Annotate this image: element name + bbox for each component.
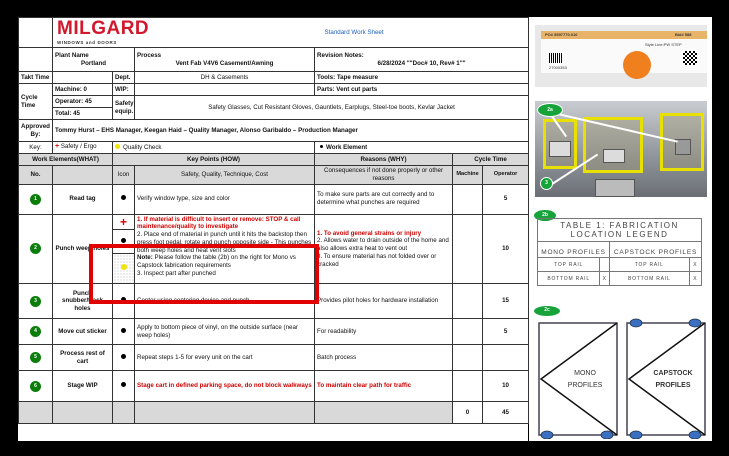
orange-dot-sticker	[623, 51, 651, 79]
location-dot-icon	[601, 431, 613, 439]
step-circle-icon: 1	[30, 194, 41, 205]
step-circle-icon: 5	[30, 352, 41, 363]
key-point-2: 2. Place end of material in punch until it hits the backstop then press foot pedal, rotate and punch opposite side - This punches both weep holes and heat vent slots	[137, 231, 312, 254]
total-machine: 0	[453, 402, 483, 424]
key-point: Apply to bottom piece of vinyl, on the outside surface (near weep holes)	[135, 319, 315, 345]
reason: To maintain clear path for traffic	[315, 371, 453, 402]
quality-dot-icon	[121, 264, 127, 270]
capstock-frame	[627, 323, 705, 435]
blank-cell	[19, 48, 53, 72]
badge-2b: 2b	[534, 210, 556, 221]
capstock-rail-label: TOP RAIL	[610, 258, 689, 272]
plant-name-value: Portland	[80, 59, 107, 67]
dept-value: DH & Casements	[135, 72, 315, 84]
icon-cell	[113, 345, 135, 371]
icon-cell	[113, 184, 135, 214]
totals-blank	[135, 402, 315, 424]
cut-tag-photo	[535, 25, 707, 87]
reason-3: 3. To ensure material has not folded over or cracked	[317, 252, 437, 268]
key-quality-text: Quality Check	[123, 143, 162, 151]
key-point: Stage cart in defined parking space, do not block walkways	[135, 371, 315, 402]
work-element: Stage WIP	[53, 371, 113, 402]
capstock-triangle	[629, 323, 705, 435]
fabrication-legend-table	[537, 218, 702, 286]
reason: Batch process	[315, 345, 453, 371]
mono-label-2: PROFILES	[567, 382, 603, 389]
totals-blank	[315, 402, 453, 424]
revision-label: Revision Notes:	[317, 51, 364, 59]
col-how: Key Points (HOW)	[113, 154, 315, 166]
revision-value: 6/28/2024 ""Doc# 10, Rev# 1""	[377, 59, 466, 67]
punch-station-photo	[535, 101, 707, 197]
icon-cell	[113, 214, 135, 230]
key-work-element	[315, 142, 529, 154]
step-number	[19, 345, 53, 371]
col-element-blank	[53, 166, 113, 185]
col-what: Work Elements(WHAT)	[19, 154, 113, 166]
safety-cross-icon: +	[55, 143, 60, 151]
total-operator: 45	[483, 402, 529, 424]
col-icon: Icon	[113, 166, 135, 185]
mono-label-1: MONO	[574, 370, 596, 377]
wip-label: WIP:	[113, 84, 135, 96]
mono-rail-value	[600, 258, 610, 272]
legend-title-line-2: LOCATION LEGEND	[570, 230, 669, 240]
col-operator: Operator	[483, 166, 529, 185]
plant-name-cell	[53, 48, 135, 72]
machine-time	[453, 184, 483, 214]
operator-time: Operator: 45	[53, 96, 113, 108]
mono-triangle	[541, 323, 617, 435]
totals-blank	[19, 402, 53, 424]
mono-frame	[539, 323, 617, 435]
takt-time-value	[53, 72, 113, 84]
table-row	[19, 371, 529, 402]
step-circle-icon: 6	[30, 381, 41, 392]
totals-blank	[113, 402, 135, 424]
mono-rail-value: X	[600, 272, 610, 286]
table-row	[19, 214, 529, 230]
standard-work-sheet	[18, 17, 528, 441]
capstock-label-1: CAPSTOCK	[653, 370, 693, 377]
badge-3: 3	[540, 177, 553, 190]
work-element-bullet-icon	[121, 195, 126, 200]
key-quality	[113, 142, 315, 154]
icon-cell	[113, 284, 135, 319]
icon-cell	[113, 254, 135, 284]
machine-time	[453, 284, 483, 319]
key-point-1: 1. If material is difficult to insert or remove: STOP & call maintenance/quality to investigate	[137, 215, 301, 231]
work-element: Move cut sticker	[53, 319, 113, 345]
work-element: Read tag	[53, 184, 113, 214]
table-row	[19, 184, 529, 214]
approved-by-label: Approved By:	[19, 120, 53, 142]
operator-time: 5	[483, 319, 529, 345]
capstock-rail-value: X	[689, 258, 701, 272]
col-why-sub: Consequences if not done properly or other reasons	[315, 166, 453, 185]
cycle-time-label: Cycle Time	[19, 84, 53, 120]
col-cycle-time: Cycle Time	[453, 154, 529, 166]
location-dot-icon	[689, 319, 701, 327]
legend-title	[538, 219, 702, 242]
parts-value: Parts: Vent cut parts	[315, 84, 529, 96]
key-label: Key:	[19, 142, 53, 154]
badge-2c: 2c	[534, 306, 560, 316]
logo-tagline: WINDOWS and DOORS	[57, 40, 117, 46]
work-element-bullet-icon	[121, 328, 126, 333]
reason	[315, 214, 453, 284]
process-value: Vent Fab V4V6 Casement/Awning	[175, 59, 274, 67]
col-how-sub: Safety, Quality, Technique, Cost	[135, 166, 315, 185]
capstock-rail-value: X	[689, 272, 701, 286]
process-label: Process	[137, 51, 162, 59]
safety-cross-icon: +	[119, 214, 127, 229]
work-element-bullet-icon	[121, 354, 126, 359]
key-point-note	[137, 254, 312, 270]
profile-diagram	[535, 317, 711, 439]
work-sheet-table	[18, 17, 529, 424]
sheet-title	[315, 18, 529, 48]
safety-equip-value: Safety Glasses, Cut Resistant Gloves, Gauntlets, Earplugs, Steel-toe boots, Kevlar Jacket	[135, 96, 529, 120]
key-point: Repeat steps 1-5 for every unit on the cart	[135, 345, 315, 371]
note-text: Please follow the table (2b) on the right for Mono vs Capstock fabrication requirements	[137, 254, 296, 269]
operator-time: 10	[483, 371, 529, 402]
work-element: Process rest of cart	[53, 345, 113, 371]
icon-cell	[113, 319, 135, 345]
machine-time	[453, 371, 483, 402]
capstock-rail-label: BOTTOM RAIL	[610, 272, 689, 286]
logo-cell	[53, 18, 315, 48]
location-dot-icon	[630, 431, 642, 439]
table-row	[19, 284, 529, 319]
machine-time	[453, 319, 483, 345]
logo-wordmark: MILGARD	[57, 18, 150, 40]
icon-cell	[113, 371, 135, 402]
step-circle-icon: 2	[30, 243, 41, 254]
qr-code-icon	[683, 51, 697, 65]
machine-time	[453, 214, 483, 284]
tag-po: PO# 5597770.010	[545, 32, 578, 37]
step-number	[19, 319, 53, 345]
machine-base	[595, 179, 635, 197]
key-point: Verify window type, size and color	[135, 184, 315, 214]
step-circle-icon: 4	[30, 326, 41, 337]
step-circle-icon: 3	[30, 296, 41, 307]
mono-rail-label: TOP RAIL	[538, 258, 600, 272]
note-label: Note:	[137, 254, 153, 262]
tag-bid: Bid# 588	[675, 32, 692, 37]
machine-time: Machine: 0	[53, 84, 113, 96]
key-work-element-text: Work Element	[326, 143, 368, 151]
reference-panel	[529, 17, 712, 441]
operator-time: 5	[483, 184, 529, 214]
mono-rail-label: BOTTOM RAIL	[538, 272, 600, 286]
machine-time	[453, 345, 483, 371]
milgard-logo	[55, 19, 313, 46]
work-element: Punch snubber/track holes	[53, 284, 113, 319]
col-machine: Machine	[453, 166, 483, 185]
location-dot-icon	[541, 431, 553, 439]
key-point-3: 3. Inspect part after punched	[137, 269, 216, 277]
plant-name-label: Plant Name	[55, 51, 89, 59]
table-row	[19, 345, 529, 371]
key-point	[135, 214, 315, 284]
punch-machine	[549, 141, 571, 157]
location-dot-icon	[630, 319, 642, 327]
work-element-bullet-icon	[121, 297, 126, 302]
key-safety	[53, 142, 113, 154]
key-point: Center using centering device and punch	[135, 284, 315, 319]
corner-cell	[19, 18, 53, 48]
work-element-bullet-icon	[121, 238, 126, 243]
capstock-profiles-header: CAPSTOCK PROFILES	[610, 242, 702, 258]
legend-row	[538, 258, 702, 272]
tag-order: 27000353	[549, 65, 567, 70]
quality-dot-icon	[115, 144, 120, 149]
reason: For readability	[315, 319, 453, 345]
col-no: No.	[19, 166, 53, 185]
step-number	[19, 284, 53, 319]
barcode-icon	[549, 53, 563, 63]
totals-blank	[53, 402, 113, 424]
operator-time	[483, 345, 529, 371]
work-element-bullet-icon	[320, 145, 323, 148]
safety-equip-label: Safety equip.	[113, 96, 135, 120]
revision-cell	[315, 48, 529, 72]
total-time: Total: 45	[53, 108, 113, 120]
mono-profiles-header: MONO PROFILES	[538, 242, 610, 258]
capstock-profile-diagram	[627, 319, 705, 439]
process-cell	[135, 48, 315, 72]
legend-title-line-1: TABLE 1: FABRICATION	[560, 221, 679, 230]
sheet-title-text: Standard Work Sheet	[324, 28, 384, 36]
work-element-bullet-icon	[121, 382, 126, 387]
wip-value	[135, 84, 315, 96]
legend-row	[538, 272, 702, 286]
capstock-label-2: PROFILES	[655, 382, 691, 389]
reason-2: 2. Allows water to drain outside of the home and also allows extra heat to vent out	[317, 237, 449, 252]
punch-machine	[603, 149, 625, 163]
location-dot-icon	[689, 431, 701, 439]
approved-by-value: Tommy Hurst – EHS Manager, Keegan Haid – Quality Manager, Alonso Garibaldo – Production Manager	[53, 120, 529, 142]
operator-time: 15	[483, 284, 529, 319]
takt-time-label: Takt Time	[19, 72, 53, 84]
step-number	[19, 184, 53, 214]
totals-row	[19, 402, 529, 424]
dept-label: Dept.	[113, 72, 135, 84]
step-number	[19, 371, 53, 402]
badge-2a: 2a	[537, 103, 563, 117]
work-element: Punch weep holes	[53, 214, 113, 284]
reason: To make sure parts are cut correctly and to determine what punches are required	[315, 184, 453, 214]
icon-cell	[113, 230, 135, 254]
reason-1: 1. To avoid general strains or injury	[317, 229, 422, 237]
step-number	[19, 214, 53, 284]
table-row	[19, 319, 529, 345]
reason: Provides pilot holes for hardware installation	[315, 284, 453, 319]
tag-style: Style Line:PW STEP	[645, 42, 682, 47]
tools-value: Tools: Tape measure	[315, 72, 529, 84]
mono-profile-diagram	[539, 323, 617, 439]
key-safety-text: Safety / Ergo	[60, 143, 97, 151]
operator-time: 10	[483, 214, 529, 284]
col-why: Reasons (WHY)	[315, 154, 453, 166]
